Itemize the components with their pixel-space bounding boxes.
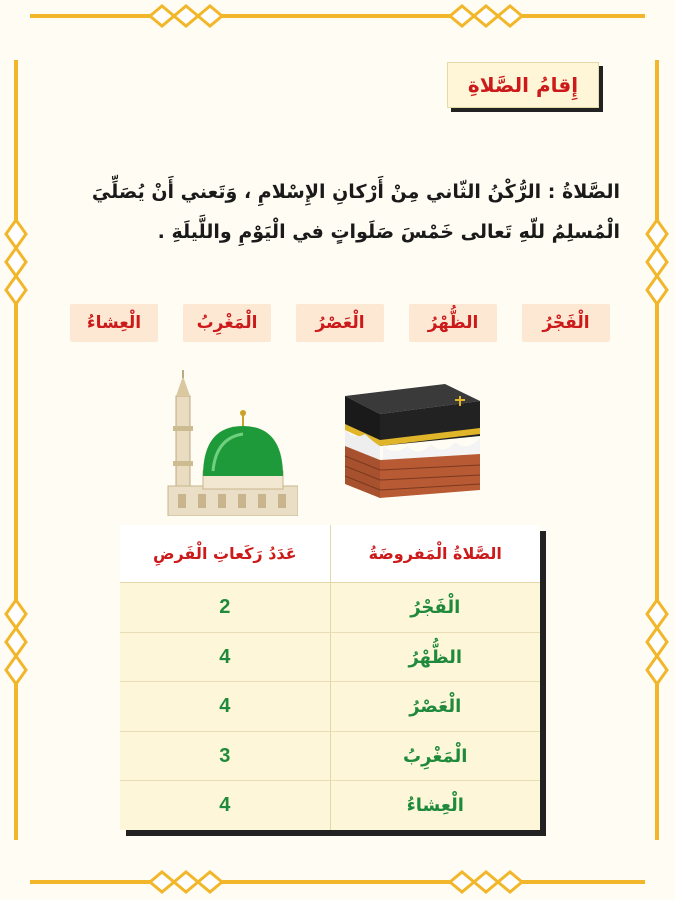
rakaat-cell: 4 [120,633,331,682]
definition-paragraph [60,172,620,252]
rakaat-table-body [120,525,540,830]
kaaba-illustration [335,376,485,506]
rakaat-cell: 2 [120,583,331,632]
table-row [120,633,540,683]
bottom-ornament-border [30,870,645,894]
prayer-cell: الْعَصْرُ [409,696,462,718]
rakaat-cell: 4 [120,682,331,731]
rakaat-cell: 3 [120,732,331,781]
prayer-cell: الْعِشاءُ [406,795,464,817]
prayer-chip-isha: الْعِشاءُ [70,304,158,342]
definition-line-1: الصَّلاةُ : الرُّكْنُ الثّاني مِنْ أَرْكانِ الإِسْلامِ ، وَتَعني أَنْ يُصَلِّيَ [91,181,620,203]
prophets-mosque-illustration [158,366,298,516]
top-ornament-border [30,4,645,28]
prayer-names-row [70,304,610,348]
prayer-chip-fajr: الْفَجْرُ [522,304,610,342]
table-row [120,781,540,830]
prayer-chip-maghrib: الْمَغْرِبُ [183,304,271,342]
lesson-title: إِقامُ الصَّلاةِ [467,73,579,97]
table-row [120,583,540,633]
definition-line-2: الْمُسلِمُ للّهِ تَعالى خَمْسَ صَلَواتٍ في الْيَوْمِ واللَّيلَةِ . [157,221,620,243]
prayer-chip-asr: الْعَصْرُ [296,304,384,342]
prayer-chip-dhuhr: الظُّهْرُ [409,304,497,342]
left-ornament-border [4,20,28,880]
table-header-row [120,525,540,583]
lesson-title-box [447,62,599,108]
right-ornament-border [645,20,669,880]
rakaat-cell: 4 [120,781,331,830]
table-row [120,682,540,732]
table-row [120,732,540,782]
rakaat-table [120,525,540,830]
prayer-cell: الظُّهْرُ [408,646,463,668]
prayer-cell: الْفَجْرُ [410,597,461,619]
header-rakaat-count: عَدَدُ رَكَعاتِ الْفَرضِ [120,525,331,582]
prayer-cell: الْمَغْرِبُ [403,745,468,767]
header-obligatory-prayer: الصَّلاةُ الْمَفروضَةُ [368,544,502,564]
